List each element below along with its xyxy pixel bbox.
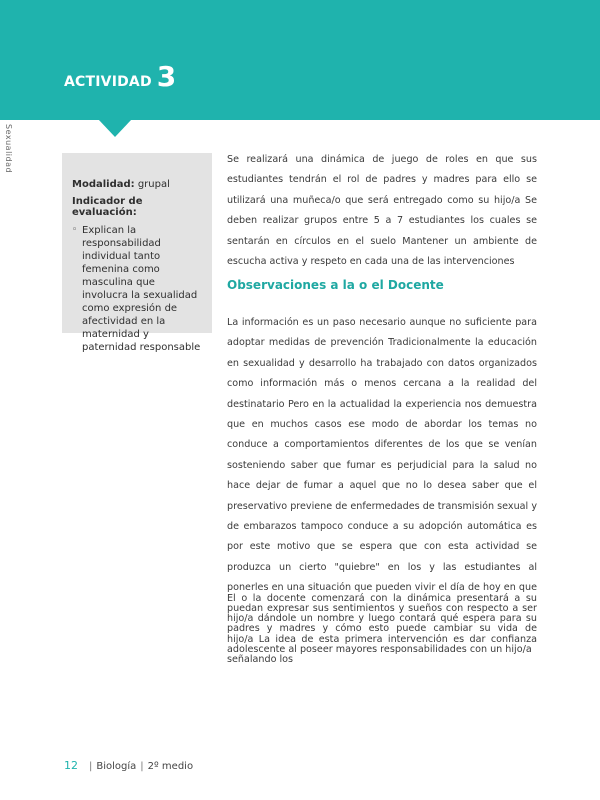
page-number: 12 bbox=[64, 759, 78, 772]
activity-word: ACTIVIDAD bbox=[64, 74, 152, 90]
side-section-label: Sexualidad bbox=[4, 124, 13, 174]
info-box bbox=[62, 153, 212, 353]
footer-subject: Biología bbox=[96, 761, 137, 772]
footer-grade: 2º medio bbox=[147, 761, 194, 772]
indicator-item: ◦ Explican la responsabilidad individual tanto femenina como masculina que involucra la sexualidad como expresión de afectividad en la maternidad y paternidad responsable bbox=[72, 224, 202, 354]
indicator-list bbox=[72, 224, 202, 354]
activity-title bbox=[64, 60, 176, 93]
modalidad-line bbox=[72, 179, 202, 190]
footer-separator: | bbox=[89, 761, 93, 772]
intro-paragraph: Se realizará una dinámica de juego de roles en que sus estudiantes tendrán el rol de padres y madres para ello se utilizará una muñeca/o que será entregado como su hijo/a Se deben realizar grupos entre 5 a 7 estudiantes los cuales se sentarán en círculos en el suelo Mantener un ambiente de escucha activa y respeto en cada una de las intervenciones bbox=[227, 154, 537, 268]
observations-paragraph: La información es un paso necesario aunque no suficiente para adoptar medidas de prevención Tradicionalmente la educación en sexualidad y desarrollo ha trabajado con datos organizados como información más o menos cercana a la realidad del destinatario Pero en la actualidad la experiencia nos demuestra que en muchos casos ese modo de abordar los temas no conduce a comportamientos diferentes de los que se venían sosteniendo saber que fumar es perjudicial para la salud no hace dejar de fumar a aquel que no lo desea saber que el preservativo previene de enfermedades de transmisión sexual y de embarazos tampoco conduce a su adopción automática es por este motivo que se espera que con esta actividad se produzca un cierto "quiebre" en los y las estudiantes al ponerles en una situación que pueden vivir el día de hoy en que puedan expresar sus sentimientos y sueños con respecto a ser padres y madres y cómo esto puede cambiar su vida de adolescente al poseer mayores responsabilidades con un hijo/a bbox=[227, 317, 537, 655]
activity-number: 3 bbox=[156, 60, 177, 93]
footer bbox=[64, 759, 193, 772]
footer-separator: | bbox=[140, 761, 144, 772]
modalidad-label: Modalidad: bbox=[72, 179, 135, 190]
indicador-label: Indicador de evaluación: bbox=[72, 196, 143, 218]
header-notch bbox=[98, 119, 132, 137]
modalidad-value: grupal bbox=[134, 179, 170, 190]
observations-heading: Observaciones a la o el Docente bbox=[227, 278, 444, 292]
docente-paragraph: El o la docente comenzará con la dinámica presentará a su hijo/a dándole un nombre y luego contará qué espera para su hijo/a La idea de esta primera intervención es dar confianza señalando los bbox=[227, 593, 537, 666]
